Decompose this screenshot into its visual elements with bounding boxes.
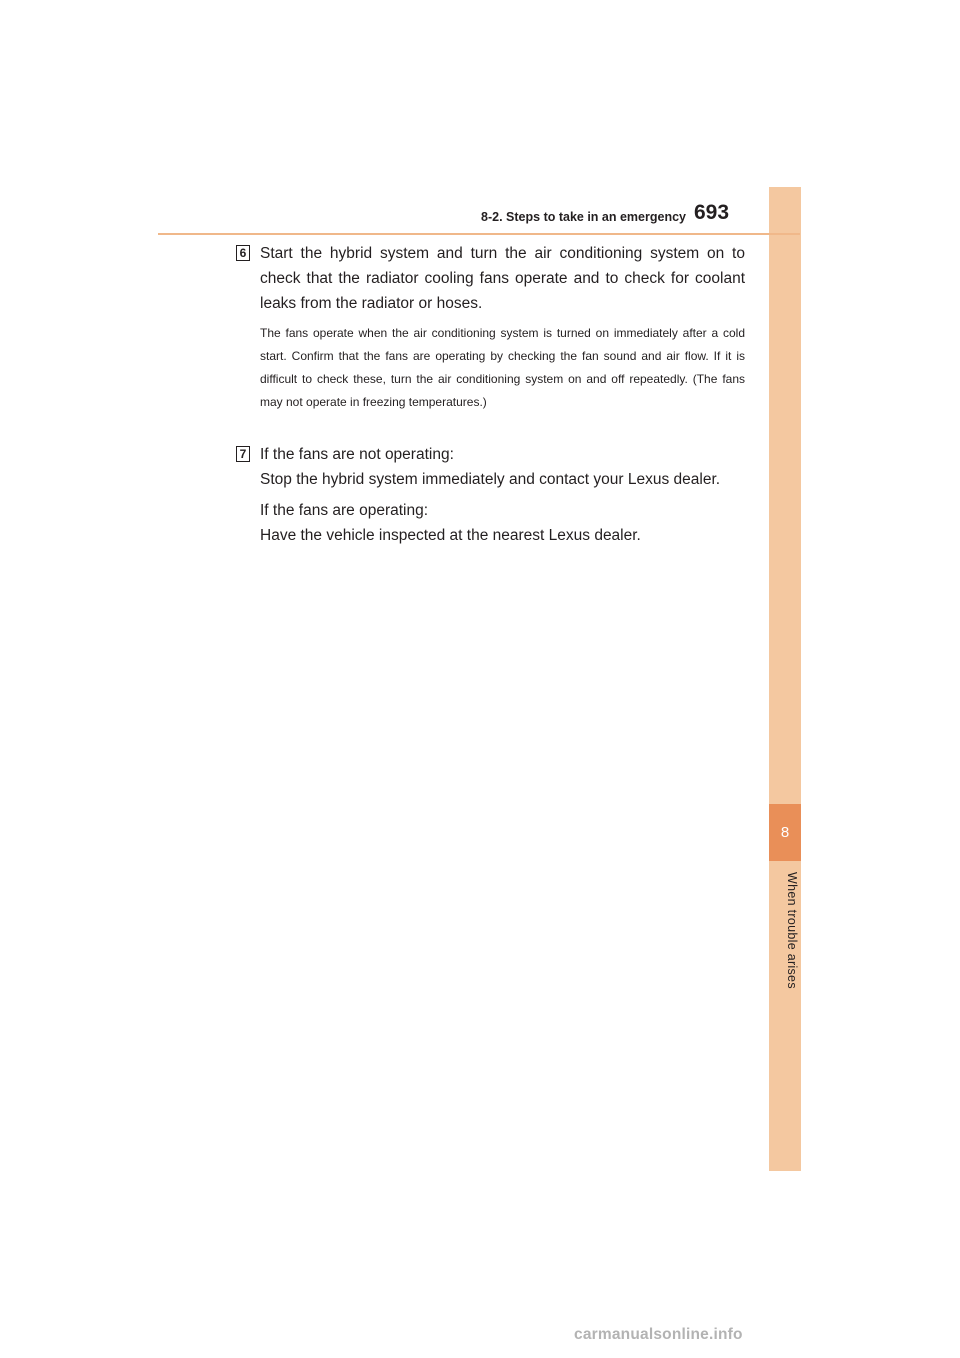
step-7-case1 xyxy=(260,442,745,492)
chapter-number: 8 xyxy=(780,824,790,841)
section-title: 8-2. Steps to take in an emergency xyxy=(481,210,686,224)
watermark: carmanualsonline.info xyxy=(574,1326,743,1343)
chapter-number-badge xyxy=(769,804,801,861)
page-number: 693 xyxy=(694,201,730,224)
case2-action: Have the vehicle inspected at the nearest Lexus dealer. xyxy=(260,527,641,544)
case1-action: Stop the hybrid system immediately and contact your Lexus dealer. xyxy=(260,471,721,488)
step-7-case2 xyxy=(260,498,745,548)
step-6-text: Start the hybrid system and turn the air conditioning system on to check that the radiator cooling fans operate and to check for coolant leaks from the radiator or hoses. xyxy=(260,245,745,312)
step-7-number-badge: 7 xyxy=(236,446,250,462)
header-divider xyxy=(158,233,800,235)
case2-condition: If the fans are operating: xyxy=(260,502,429,519)
chapter-label: When trouble arises xyxy=(785,872,799,989)
step-6-note: The fans operate when the air conditioning system is turned on immediately after a cold start. Confirm that the fans are operating by checking the fan sound and air flow. If it is difficult to check these, turn the air conditioning system on and off repeatedly. (The fans may not operate in freezing temperatures.) xyxy=(260,326,745,409)
chapter-side-tab xyxy=(769,187,801,1171)
case1-condition: If the fans are not operating: xyxy=(260,446,454,463)
step-6-number-badge: 6 xyxy=(236,245,250,261)
